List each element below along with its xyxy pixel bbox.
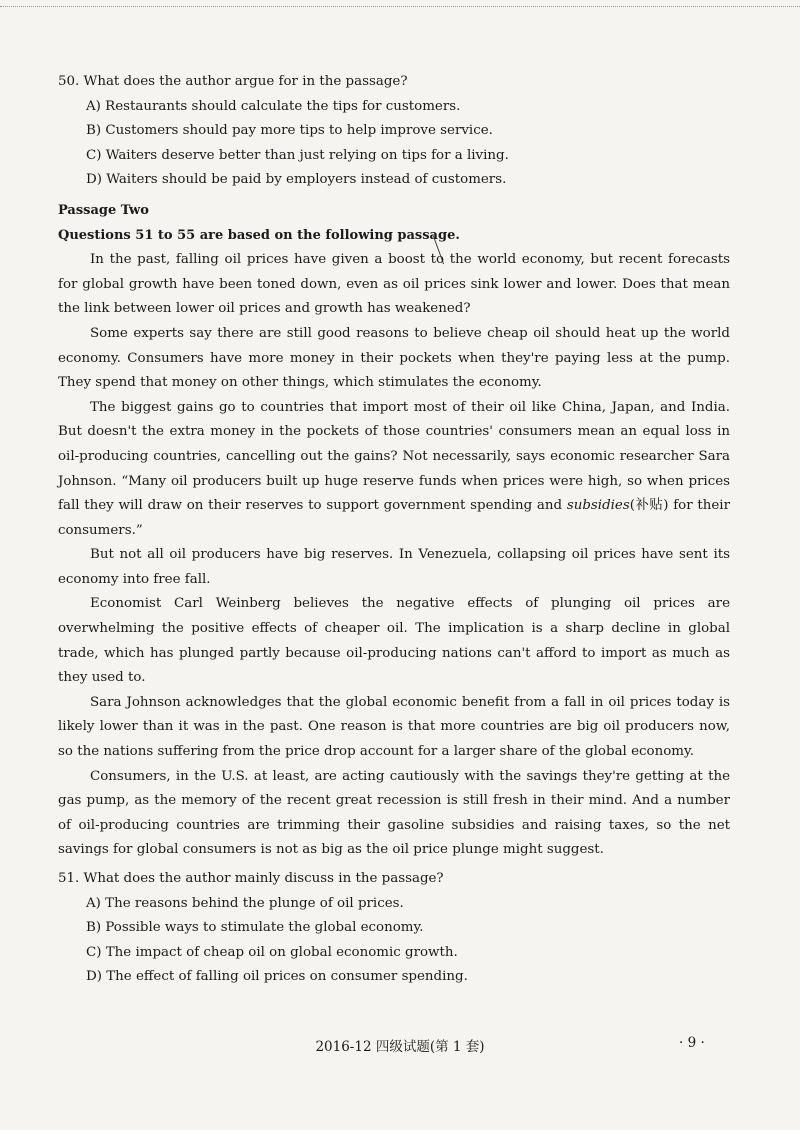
passage-title: Passage Two: [58, 202, 149, 218]
passage-paragraph-4: But not all oil producers have big reserves. In Venezuela, collapsing oil prices have sent its economy into free fall.: [58, 547, 730, 587]
q51-option-a: A) The reasons behind the plunge of oil prices.: [86, 895, 404, 911]
passage-paragraph-6: Sara Johnson acknowledges that the global economic benefit from a fall in oil prices today is likely lower than it was in the past. One reason is that more countries are big oil producers now, so the nations suffering from the price drop account for a larger share of the global economy.: [58, 694, 730, 760]
q51-option-d: D) The effect of falling oil prices on consumer spending.: [86, 969, 468, 985]
question-50: 50. What does the author argue for in the passage?: [58, 74, 408, 89]
q50-option-d: D) Waiters should be paid by employers instead of customers.: [86, 172, 507, 188]
exam-label: 2016-12 四级试题(第 1 套): [315, 1039, 485, 1055]
page-number: · 9 ·: [679, 1035, 705, 1051]
paragraph-3-main: The biggest gains go to countries that import most of their oil like China, Japan, and India. But doesn't the extra money in the pockets of those countries' consumers mean an equal loss in oil-producing countries, cancelling out the gains? Not necessarily, says economic researcher Sara Johnson. “Many oil producers built up huge reserve funds when prices were high, so when prices fall they will draw on their reserves to support government spending and: [58, 399, 730, 514]
page-footer: [0, 1035, 800, 1055]
passage-paragraph-5: Economist Carl Weinberg believes the negative effects of plunging oil prices are overwhelming the positive effects of cheaper oil. The implication is a sharp decline in global trade, which has plunged partly because oil-producing nations can't afford to import as much as they used to.: [58, 596, 730, 686]
question-51: 51. What does the author mainly discuss in the passage?: [58, 871, 444, 886]
q50-option-c: C) Waiters deserve better than just relying on tips for a living.: [86, 147, 509, 163]
q51-option-c: C) The impact of cheap oil on global economic growth.: [86, 944, 458, 960]
paragraph-3-tail: (补贴) for their consumers.”: [58, 498, 730, 538]
passage-paragraph-7: Consumers, in the U.S. at least, are acting cautiously with the savings they're getting at the gas pump, as the memory of the recent great recession is still fresh in their mind. And a number of oil-producing countries are trimming their gasoline subsidies and raising taxes, so the net savings for global consumers is not as big as the oil price plunge might suggest.: [58, 768, 730, 858]
passage-paragraph-1: In the past, falling oil prices have given a boost to the world economy, but recent forecasts for global growth have been toned down, even as oil prices sink lower and lower. Does that mean the link between lower oil prices and growth has weakened?: [58, 252, 730, 317]
passage-instruction: Questions 51 to 55 are based on the following passage.: [58, 227, 460, 243]
q51-option-b: B) Possible ways to stimulate the global economy.: [86, 920, 424, 936]
paragraph-3-term: subsidies: [566, 498, 630, 514]
top-rule: [0, 0, 800, 7]
passage-paragraph-3: [58, 396, 730, 544]
passage-paragraph-2: Some experts say there are still good reasons to believe cheap oil should heat up the world economy. Consumers have more money in their pockets when they're paying less at the pump. They spend that money on other things, which stimulates the economy.: [58, 325, 730, 391]
q50-option-b: B) Customers should pay more tips to help improve service.: [86, 123, 493, 139]
page-content: [58, 70, 730, 990]
q50-option-a: A) Restaurants should calculate the tips for customers.: [86, 98, 461, 114]
